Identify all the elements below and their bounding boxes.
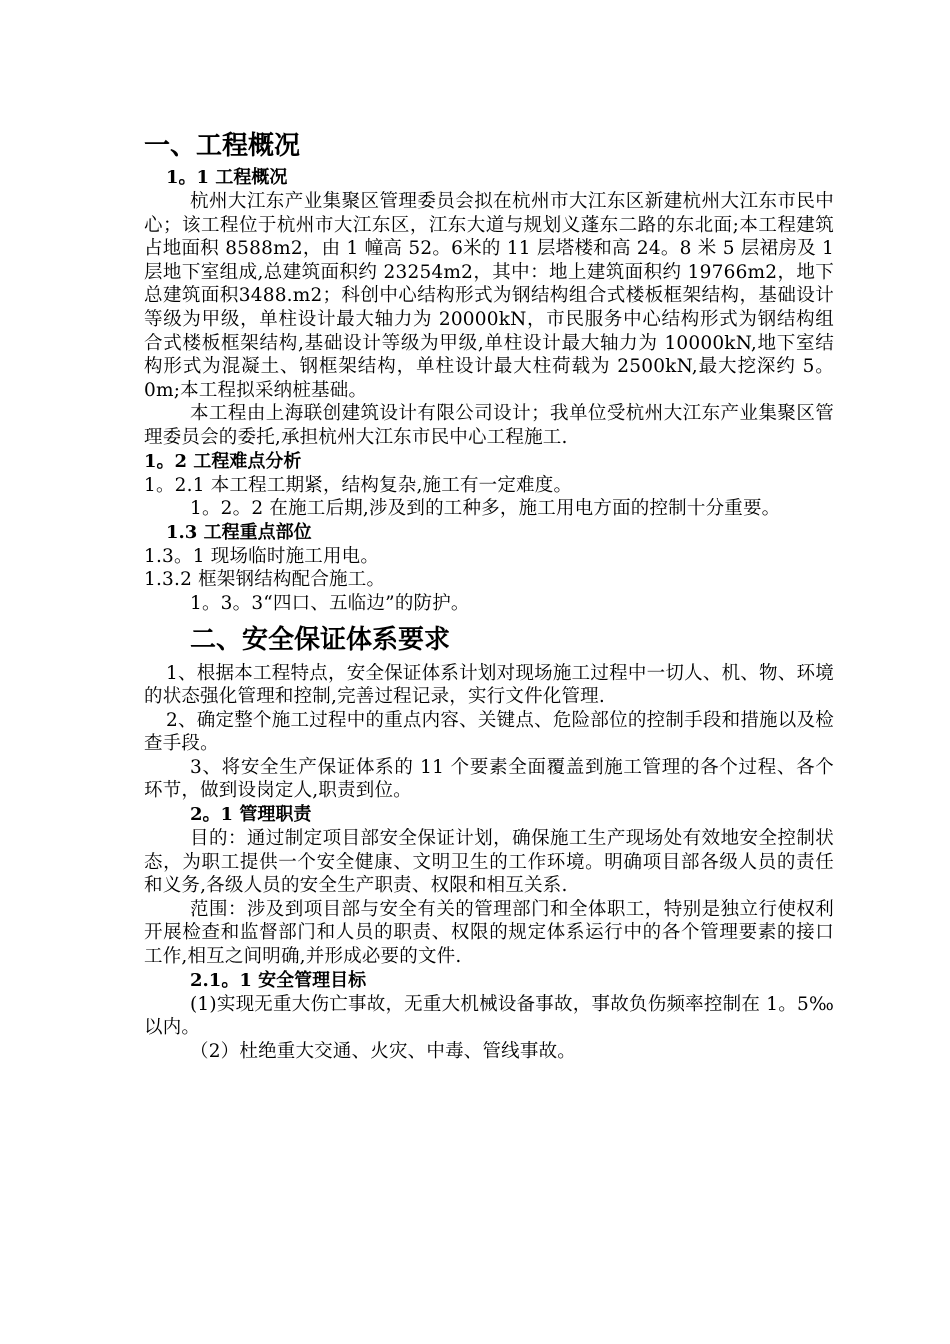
paragraph-scope: 范围：涉及到项目部与安全有关的管理部门和全体职工，特别是独立行使权利开展检查和监督部门和人员的职责、权限的规定体系运行中的各个管理要素的接口工作,相互之间明确,并形成必要的文件. xyxy=(144,898,834,968)
paragraph-key-part-2: 1.3.2 框架钢结构配合施工。 xyxy=(144,569,386,591)
paragraph-difficulty-2: 1。2。2 在施工后期,涉及到的工种多，施工用电方面的控制十分重要。 xyxy=(190,498,781,520)
paragraph-target-1: (1)实现无重大伤亡事故，无重大机械设备事故，事故负伤频率控制在 1。5‰以内。 xyxy=(144,993,834,1039)
subsection-1-3-title: 1.3 工程重点部位 xyxy=(166,521,312,543)
document-body xyxy=(144,128,834,1063)
paragraph-requirement-3: 3、将安全生产保证体系的 11 个要素全面覆盖到施工管理的各个过程、各个环节，做到设岗定人,职责到位。 xyxy=(144,756,834,802)
paragraph-design-contract: 本工程由上海联创建筑设计有限公司设计；我单位受杭州大江东产业集聚区管理委员会的委托,承担杭州大江东市民中心工程施工. xyxy=(144,403,834,448)
section-2-title: 二、安全保证体系要求 xyxy=(190,624,451,655)
section-1-title: 一、工程概况 xyxy=(144,131,301,161)
paragraph-requirement-1: 1、根据本工程特点，安全保证体系计划对现场施工过程中一切人、机、物、环境的状态强化管理和控制,完善过程记录，实行文件化管理. xyxy=(144,662,834,708)
paragraph-key-part-1: 1.3。1 现场临时施工用电。 xyxy=(144,545,380,567)
paragraph-target-2: （2）杜绝重大交通、火灾、中毒、管线事故。 xyxy=(190,1040,576,1062)
paragraph-purpose: 目的：通过制定项目部安全保证计划，确保施工生产现场处有效地安全控制状态，为职工提供一个安全健康、文明卫生的工作环境。明确项目部各级人员的责任和义务,各级人员的安全生产职责、权限和相互关系. xyxy=(144,828,834,897)
paragraph-difficulty-1: 1。2.1 本工程工期紧，结构复杂,施工有一定难度。 xyxy=(144,474,573,496)
subsection-2-1-title: 2。1 管理职责 xyxy=(190,804,312,826)
subsection-1-1-title: 1。1 工程概况 xyxy=(166,167,288,188)
subsection-1-2-title: 1。2 工程难点分析 xyxy=(144,450,302,472)
paragraph-project-overview: 杭州大江东产业集聚区管理委员会拟在杭州市大江东区新建杭州大江东市民中心；该工程位于杭州市大江东区，江东大道与规划义蓬东二路的东北面;本工程建筑占地面积 8588m2，由 1 幢高 52。6米的 11 层塔楼和高 24。8 米 5 层裙房及 1 层地下室组成,总建筑面积约 23254m2，其中：地上建筑面积约 19766m2，地下总建筑面积3488.m2；科创中心结构形式为钢结构组合式楼板框架结构，基础设计等级为甲级，单柱设计最大轴力为 20000kN，市民服务中心结构形式为钢结构组合式楼板框架结构,基础设计等级为甲级,单柱设计最大轴力为 10000kN,地下室结构形式为混凝土、钢框架结构，单柱设计最大柱荷载为 2500kN,最大挖深约 5。0m;本工程拟采纳桩基础。 xyxy=(144,191,834,401)
paragraph-key-part-3: 1。3。3“四口、五临边”的防护。 xyxy=(190,592,470,614)
paragraph-requirement-2: 2、确定整个施工过程中的重点内容、关键点、危险部位的控制手段和措施以及检查手段。 xyxy=(144,709,834,755)
subsection-2-1-1-title: 2.1。1 安全管理目标 xyxy=(190,969,367,991)
